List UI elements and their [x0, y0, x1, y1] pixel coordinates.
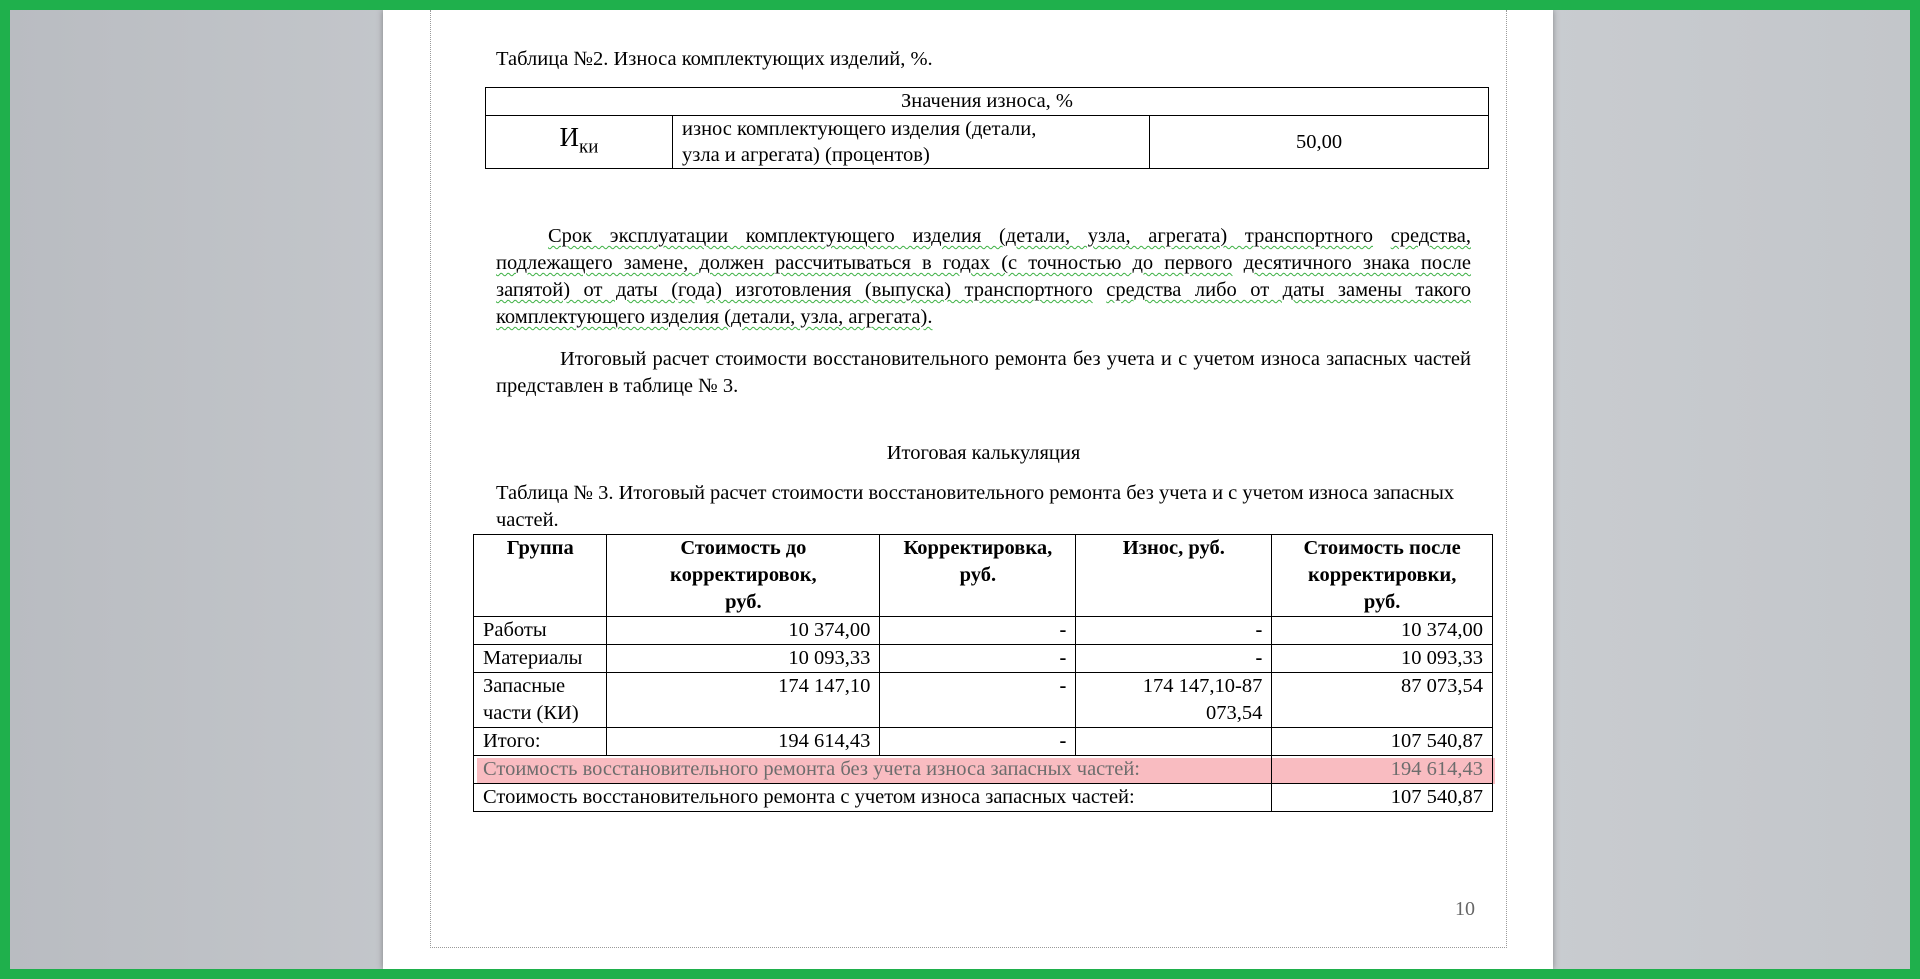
- header-cost-after: Стоимость после корректировки, руб.: [1272, 535, 1493, 617]
- header-cost-before: Стоимость до корректировок, руб.: [607, 535, 880, 617]
- wear-table: [485, 87, 1489, 169]
- wear-value: 50,00: [1150, 116, 1489, 169]
- table2-caption: Таблица №2. Износа комплектующих изделий, %.: [496, 48, 933, 70]
- document-page: [383, 10, 1553, 969]
- table-row: Запасные части (КИ) 174 147,10 - 174 147,10-87 073,54 87 073,54: [474, 673, 1493, 728]
- window-frame: [10, 10, 1910, 969]
- summary-intro-paragraph: Итоговый расчет стоимости восстановительного ремонта без учета и с учетом износа запасных частей представлен в таблице № 3.: [496, 348, 1471, 397]
- table-row: Материалы 10 093,33 - - 10 093,33: [474, 645, 1493, 673]
- table3-caption: Таблица № 3. Итоговый расчет стоимости восстановительного ремонта без учета и с учетом износа запасных частей.: [496, 482, 1455, 531]
- header-wear: Износ, руб.: [1076, 535, 1272, 617]
- summary-row-with-wear: Стоимость восстановительного ремонта с учетом износа запасных частей: 107 540,87: [474, 784, 1493, 812]
- wear-description: износ комплектующего изделия (детали, узла и агрегата) (процентов): [673, 116, 1150, 169]
- summary-row-without-wear: Стоимость восстановительного ремонта без учета износа запасных частей: 194 614,43: [474, 756, 1493, 784]
- page-number: 10: [1455, 898, 1475, 920]
- table-row: Работы 10 374,00 - - 10 374,00: [474, 617, 1493, 645]
- header-adjustment: Корректировка, руб.: [880, 535, 1076, 617]
- calculation-title: Итоговая калькуляция: [886, 442, 1081, 464]
- wear-table-header: Значения износа, %: [486, 88, 1489, 116]
- table-row-total: Итого: 194 614,43 - 107 540,87: [474, 728, 1493, 756]
- header-group: Группа: [474, 535, 607, 617]
- service-life-paragraph: Срок эксплуатации комплектующего изделия (детали, узла, агрегата) транспортного средства, подлежащего замене, должен рассчитываться в годах (с точностью до первого десятичного знака после запятой) от даты (года) изготовления (выпуска) транспортного средства либо от даты замены такого комплектующего изделия (детали, узла, агрегата).: [496, 225, 1472, 328]
- wear-symbol: $И_{ки}$: [486, 116, 673, 169]
- calculation-table: [473, 534, 1493, 812]
- table-header-row: [474, 535, 1493, 617]
